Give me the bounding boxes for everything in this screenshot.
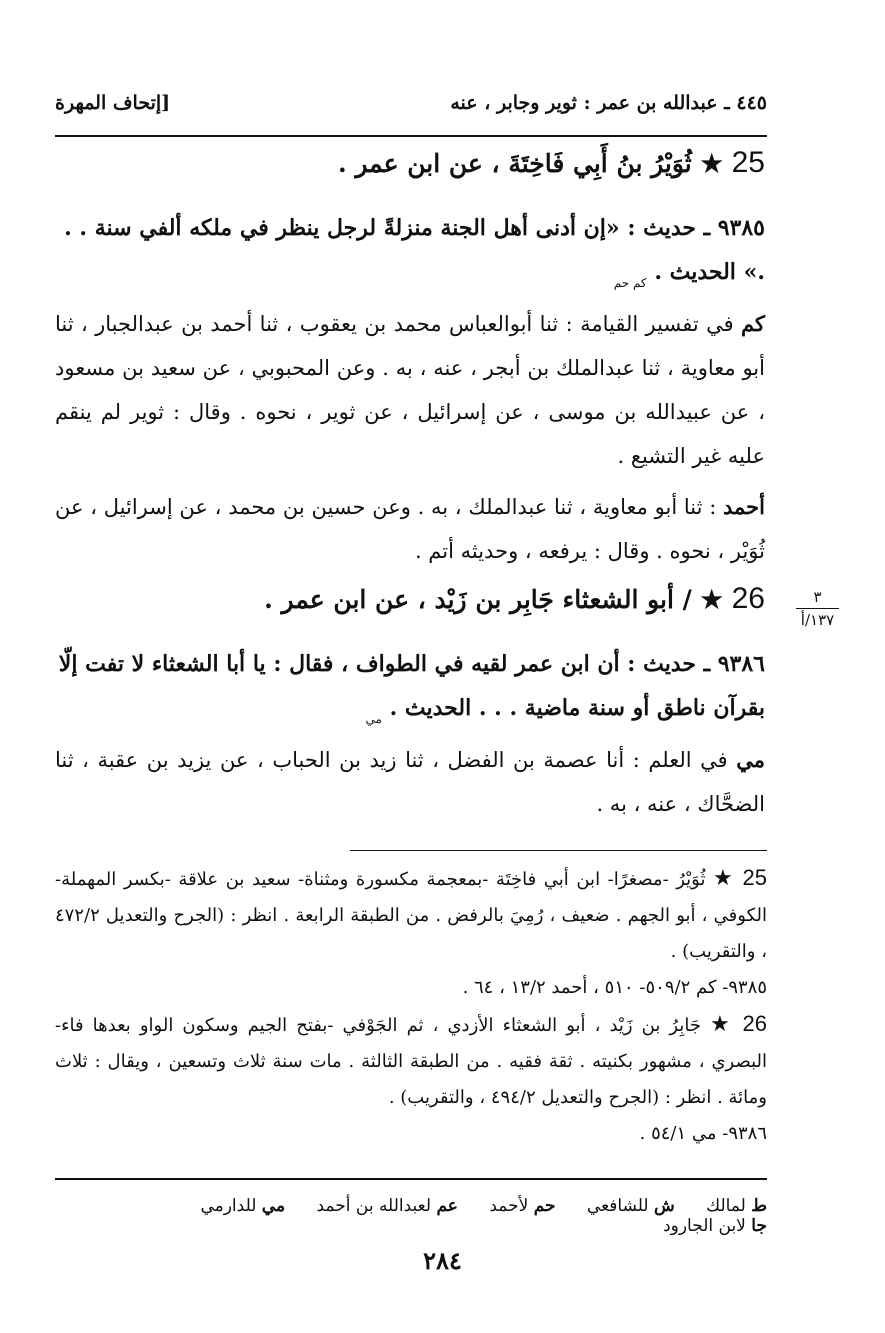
abbr-name: لأحمد	[489, 1196, 529, 1216]
abbreviations-key	[55, 1196, 767, 1236]
abbr-item	[489, 1196, 555, 1216]
abbr-item	[316, 1196, 457, 1216]
footnotes	[55, 860, 767, 1152]
footnote-9386	[55, 1116, 767, 1152]
takhrij-paragraph-2	[55, 485, 765, 573]
hadith-9386	[55, 642, 765, 741]
abbr-code: جا	[751, 1216, 767, 1236]
star-icon: ★	[700, 585, 723, 614]
footnote-text: ثُوَيْرُ -مصغرًا- ابن أبي فاخِتَة -بمعجمة مكسورة ومثناة- سعيد بن علاقة -بكسر المهملة- الكوفي ، أبو الجهم . ضعيف ، رُمِيَ بالرفض . من الطبقة الرابعة . انظر : (الجرح والتعديل ٤٧٢/٢ ، والتقريب) .	[55, 869, 767, 962]
entry-heading-25	[338, 146, 765, 180]
source-lead: أحمد	[723, 494, 765, 519]
hadith-9385	[55, 206, 765, 305]
hadith-text: ٩٣٨٥ ـ حديث : «إن أدنى أهل الجنة منزلةً لرجل ينظر في ملكه ألفي سنة . . .» الحديث .	[64, 215, 765, 285]
abbr-code: ش	[653, 1196, 675, 1216]
abbr-item	[200, 1196, 285, 1216]
abbr-code: حم	[533, 1196, 556, 1216]
header-chapter-title: ٤٤٥ ـ عبدالله بن عمر : ثوير وجابر ، عنه	[450, 92, 767, 114]
footnote-rule	[350, 850, 767, 851]
narrator-name: ثُوَيْرُ بنُ أَبِي فَاخِتَةَ ، عن ابن عمر .	[337, 149, 692, 178]
paragraph-text: في العلم : أنا عصمة بن الفضل ، ثنا زيد بن الحباب ، عن يزيد بن عقبة ، ثنا الضحَّاك ، عنه ، به .	[55, 748, 765, 816]
source-siglum: كم حم	[613, 276, 647, 290]
source-lead: كم	[741, 311, 765, 336]
folio-number: ٣	[813, 588, 822, 606]
abbr-code: مي	[261, 1196, 286, 1216]
footnote-number: 26 ★	[706, 1011, 767, 1036]
abbr-name: لمالك	[706, 1196, 746, 1216]
header-book-title: [إتحاف المهرة	[55, 92, 171, 114]
abbr-item	[587, 1196, 675, 1216]
abbreviations-rule	[55, 1178, 767, 1180]
footnote-text: ٩٣٨٥- كم ٥٠٩/٢- ٥١٠ ، أحمد ١٣/٢ ، ٦٤ .	[462, 977, 767, 998]
abbr-name: لابن الجارود	[663, 1216, 746, 1236]
footnote-25	[55, 860, 767, 970]
manuscript-folio-note	[790, 588, 845, 629]
folio-divider	[796, 608, 839, 609]
footnote-26	[55, 1006, 767, 1116]
paragraph-text: في تفسير القيامة : ثنا أبوالعباس محمد بن يعقوب ، ثنا أحمد بن عبدالجبار ، ثنا أبو معاوية ، ثنا عبدالملك بن أبجر ، عنه ، به . وعن المحبوبي ، عن سعيد بن مسعود ، عن عبيدالله بن موسى ، عن إسرائيل ، عن ثوير ، نحوه . وقال : ثوير لم ينقم عليه غير التشيع .	[55, 312, 765, 468]
abbr-item	[663, 1216, 767, 1236]
source-lead: مي	[736, 747, 765, 772]
abbr-code: عم	[436, 1196, 458, 1216]
paragraph-text: : ثنا أبو معاوية ، ثنا عبدالملك ، به . وعن حسين بن محمد ، عن إسرائيل ، عن ثُوَيْر ، نحوه . وقال : يرفعه ، وحديثه أتم .	[55, 495, 765, 563]
footnote-9385	[55, 970, 767, 1006]
folio-reference: ١٣٧/أ	[800, 611, 835, 629]
abbr-item	[706, 1196, 767, 1216]
running-header	[55, 92, 767, 122]
header-rule	[55, 135, 767, 137]
hadith-text: ٩٣٨٦ ـ حديث : أن ابن عمر لقيه في الطواف ، فقال : يا أبا الشعثاء لا تفت إلّا بقرآن ناطق أو سنة ماضية . . . الحديث .	[58, 651, 765, 721]
abbr-code: ط	[751, 1196, 767, 1216]
footnote-text: جَابِرُ بن زَيْد ، أبو الشعثاء الأزدي ، ثم الجَوْفي -بفتح الجيم وسكون الواو بعدها فاء- البصري ، مشهور بكنيته . ثقة فقيه . من الطبقة الثالثة . مات سنة ثلاث وتسعين ، ويقال : ثلاث ومائة . انظر : (الجرح والتعديل ٤٩٤/٢ ، والتقريب) .	[55, 1015, 767, 1108]
abbr-name: للشافعي	[586, 1196, 649, 1216]
entry-number: 25	[731, 146, 765, 179]
takhrij-paragraph-1	[55, 302, 765, 478]
abbr-name: للدارمي	[200, 1196, 257, 1216]
takhrij-paragraph-3	[55, 738, 765, 826]
footnote-number: 25 ★	[711, 865, 768, 890]
page-number: ٢٨٤	[423, 1246, 462, 1275]
narrator-name: / أبو الشعثاء جَابِر بن زَيْد ، عن ابن عمر .	[264, 585, 692, 614]
abbr-name: لعبدالله بن أحمد	[316, 1196, 432, 1216]
star-icon: ★	[700, 149, 723, 178]
source-siglum: مي	[365, 712, 382, 726]
entry-heading-26	[264, 582, 765, 616]
footnote-text: ٩٣٨٦- مي ٥٤/١ .	[639, 1123, 767, 1144]
entry-number: 26	[731, 582, 765, 615]
